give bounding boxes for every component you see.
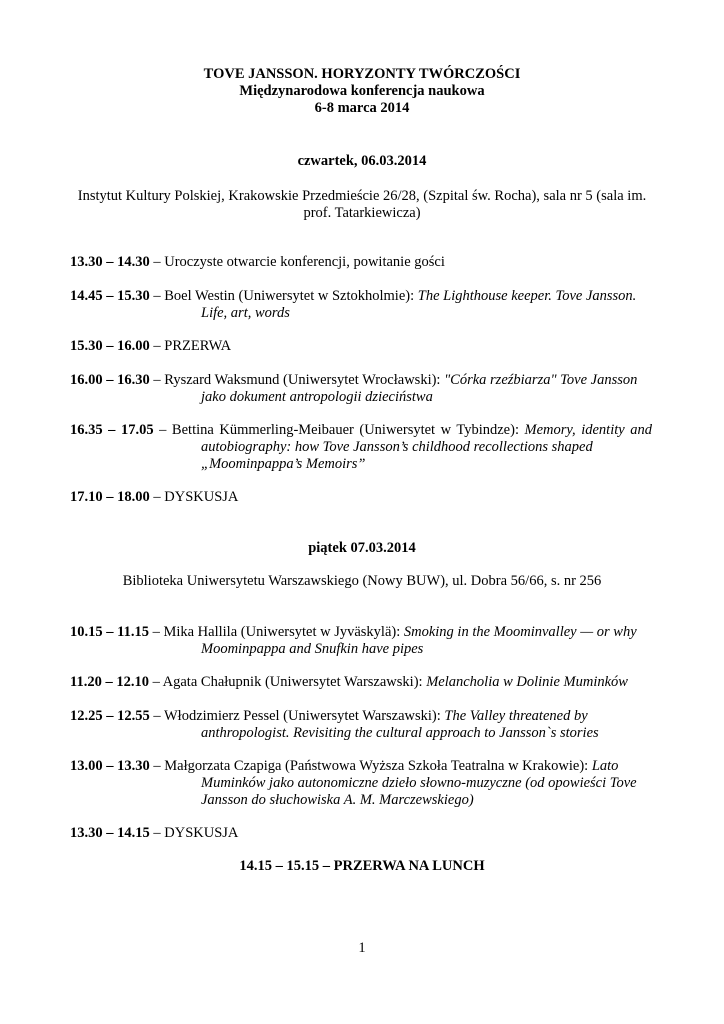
document-subtitle: Międzynarodowa konferencja naukowa xyxy=(239,83,485,99)
session-1-4 xyxy=(70,372,652,406)
session-text: – Mika Hallila (Uniwersytet w Jyväskylä): xyxy=(148,624,404,640)
session-text: – Małgorzata Czapiga (Państwowa Wyższa Szkoła Teatralna w Krakowie): xyxy=(149,758,592,774)
session-title: Smoking in the Moominvalley — or why xyxy=(403,624,637,640)
session-time: 16.35 – 17.05 xyxy=(70,422,154,438)
session-title: Lato xyxy=(591,758,619,774)
session-time: 10.15 – 11.15 xyxy=(70,624,149,640)
session-text: – DYSKUSJA xyxy=(149,489,239,505)
session-1-6 xyxy=(70,489,652,506)
session-text: – PRZERWA xyxy=(149,338,232,354)
document-dates: 6-8 marca 2014 xyxy=(314,100,410,116)
session-text: – Agata Chałupnik (Uniwersytet Warszawski): xyxy=(148,674,427,690)
session-title: Melancholia w Dolinie Muminków xyxy=(426,674,628,690)
session-title: Memory, identity and xyxy=(524,422,652,438)
session-2-5 xyxy=(70,825,652,842)
session-title-cont: autobiography: how Tove Jansson’s childhood recollections shaped xyxy=(201,439,593,455)
session-title-cont: jako dokument antropologii dzieciństwa xyxy=(201,389,433,405)
session-title-cont: Muminków jako autonomiczne dzieło słowno-muzyczne (od opowieści Tove xyxy=(201,775,637,791)
session-time: 15.30 – 16.00 xyxy=(70,338,150,354)
session-2-4 xyxy=(70,758,652,809)
session-text: – Boel Westin (Uniwersytet w Sztokholmie): xyxy=(149,288,418,304)
session-title-cont: „Moominpappa’s Memoirs” xyxy=(201,456,366,472)
session-title-cont: Life, art, words xyxy=(201,305,290,321)
day2-heading: piątek 07.03.2014 xyxy=(308,540,416,556)
document-title: TOVE JANSSON. HORYZONTY TWÓRCZOŚCI xyxy=(203,66,521,82)
session-time: 12.25 – 12.55 xyxy=(70,708,150,724)
session-1-3 xyxy=(70,338,652,355)
session-2-3 xyxy=(70,708,652,742)
session-title: The Valley threatened by xyxy=(444,708,588,724)
session-text: – Włodzimierz Pessel (Uniwersytet Warszawski): xyxy=(149,708,445,724)
session-1-5 xyxy=(70,422,652,473)
session-text: – Ryszard Waksmund (Uniwersytet Wrocławski): xyxy=(149,372,445,388)
session-text: – Bettina Kümmerling-Meibauer (Uniwersytet w Tybindze): xyxy=(153,422,525,438)
session-title-cont: Moominpappa and Snufkin have pipes xyxy=(201,641,424,657)
session-time: 17.10 – 18.00 xyxy=(70,489,150,505)
day2-venue: Biblioteka Uniwersytetu Warszawskiego (Nowy BUW), ul. Dobra 56/66, s. nr 256 xyxy=(122,573,602,589)
lunch-break: 14.15 – 15.15 – PRZERWA NA LUNCH xyxy=(239,858,485,874)
session-time: 13.30 – 14.15 xyxy=(70,825,150,841)
session-text: – DYSKUSJA xyxy=(149,825,239,841)
day1-venue-line1: Instytut Kultury Polskiej, Krakowskie Przedmieście 26/28, (Szpital św. Rocha), sala nr 5 (sala im. xyxy=(77,188,647,204)
session-time: 11.20 – 12.10 xyxy=(70,674,149,690)
day1-heading: czwartek, 06.03.2014 xyxy=(297,153,427,169)
session-title: "Córka rzeźbiarza" Tove Jansson xyxy=(444,372,638,388)
session-time: 16.00 – 16.30 xyxy=(70,372,150,388)
session-time: 13.30 – 14.30 xyxy=(70,254,150,270)
session-2-2 xyxy=(70,674,652,691)
session-time: 13.00 – 13.30 xyxy=(70,758,150,774)
session-title-cont: Jansson do słuchowiska A. M. Marczewskiego) xyxy=(201,792,474,808)
session-text: – Uroczyste otwarcie konferencji, powitanie gości xyxy=(149,254,445,270)
session-1-2 xyxy=(70,288,652,322)
day1-venue-line2: prof. Tatarkiewicza) xyxy=(303,205,421,221)
session-1-1 xyxy=(70,254,652,271)
session-time: 14.45 – 15.30 xyxy=(70,288,150,304)
session-title-cont: anthropologist. Revisiting the cultural approach to Jansson`s stories xyxy=(201,725,599,741)
session-title: The Lighthouse keeper. Tove Jansson. xyxy=(417,288,637,304)
page-number: 1 xyxy=(358,940,366,956)
session-2-1 xyxy=(70,624,652,658)
